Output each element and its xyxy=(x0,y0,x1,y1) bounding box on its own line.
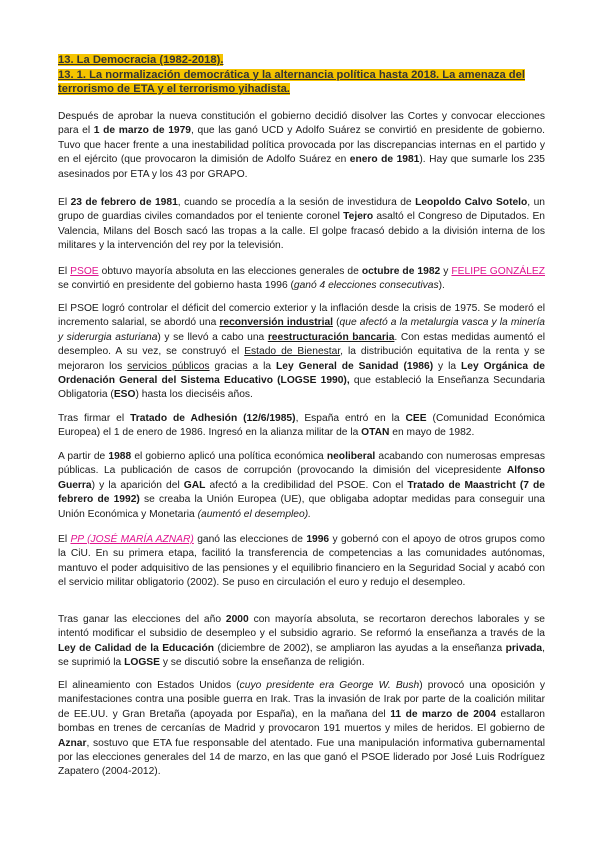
highlight-pp-aznar: PP (JOSÉ MARÍA AZNAR) xyxy=(70,534,194,545)
paragraph-psoe-majority: El PSOE obtuvo mayoría absoluta en las elecciones generales de octubre de 1982 y FELIPE GONZÁLEZ se convirtió en presidente del gobierno hasta 1996 (ganó 4 elecciones consecutivas). xyxy=(58,266,546,292)
highlight-psoe: PSOE xyxy=(70,266,99,277)
heading-title: 13. La Democracia (1982-2018). xyxy=(58,54,224,66)
paragraph-psoe-economy: El PSOE logró controlar el déficit del comercio exterior y la inflación desde la crisis de 1975. Se moderó el incremento salarial, se abordó una reconversión industrial (que afectó a la metalurgia vasca y la minería y siderurgia asturiana) y se llevó a cabo una reestructuración bancaria. Con estas medidas aumentó el desempleo. A su vez, se construyó el Estado de Bienestar, la distribución equitativa de la renta y se mejoraron los servicios públicos gracias a la Ley General de Sanidad (1986) y la Ley Orgánica de Ordenación General del Sistema Educativo (LOGSE 1990), que estableció la Enseñanza Secundaria Obligatoria (ESO) hasta los dieciséis años. xyxy=(58,303,546,401)
paragraph-iraq-11m: El alineamiento con Estados Unidos (cuyo presidente era George W. Bush) provocó una oposición y manifestaciones contra una posible guerra en Irak. Tras la invasión de Irak por parte de la coalición militar de EE.UU. y Gran Bretaña (apoyada por España), en la mañana del 11 de marzo de 2004 estallaron bombas en trenes de cercanías de Madrid y provocaron 191 muertos y miles de heridos. El gobierno de Aznar, sostuvo que ETA fue responsable del atentado. Fue una manipulación informativa gubernamental por las elecciones generales del 14 de marzo, en las que ganó el PSOE liderado por José Luis Rodríguez Zapatero (2004-2012). xyxy=(58,680,546,778)
highlight-felipe-gonzalez: FELIPE GONZÁLEZ xyxy=(451,266,546,277)
heading-subtitle: 13. 1. La normalización democrática y la alternancia política hasta 2018. La amenaza del terrorismo de ETA y el terrorismo yihadista. xyxy=(58,68,525,95)
paragraph-coup-1981: El 23 de febrero de 1981, cuando se procedía a la sesión de investidura de Leopoldo Calvo Sotelo, un grupo de guardias civiles comandados por el teniente coronel Tejero asaltó el Congreso de Diputados. En Valencia, Milans del Bosch sacó las tropas a la calle. El golpe fracasó debido a la división interna de los militares y la intervención del rey por la televisión. xyxy=(58,197,545,252)
paragraph-pp-aznar: El PP (JOSÉ MARÍA AZNAR) ganó las elecciones de 1996 y gobernó con el apoyo de otros grupos como la CiU. En su primera etapa, facilitó la transferencia de competencias a las comunidades autónomas, mantuvo el poder adquisitivo de las pensiones y el equilibrio financiero en la Seguridad Social y acabó con el servicio militar obligatorio (2002). Se puso en circulación el euro y redujo el desempleo. xyxy=(58,534,545,589)
paragraph-neoliberal-policy: A partir de 1988 el gobierno aplicó una política económica neoliberal acabando con numerosas empresas públicas. La publicación de casos de corrupción (provocando la dimisión del vicepresidente Alfonso Guerra) y la aparición del GAL afectó a la credibilidad del PSOE. Con el Tratado de Maastricht (7 de febrero de 1992) se creaba la Unión Europea (UE), que obligaba adoptar medidas para conseguir una Unión Económica y Monetaria (aumentó el desempleo). xyxy=(58,451,546,520)
section-heading xyxy=(58,53,548,97)
paragraph-1979-elections: Después de aprobar la nueva constitución el gobierno decidió disolver las Cortes y convocar elecciones para el 1 de marzo de 1979, que las ganó UCD y Adolfo Suárez se convirtió en presidente de gobierno. Tuvo que hacer frente a una inestabilidad política provocada por las discrepancias internas en el partido y en el ejército (que provocaron la dimisión de Adolfo Suárez en enero de 1981). Hay que sumarle los 235 asesinados por ETA y los 43 por GRAPO. xyxy=(58,111,545,180)
paragraph-cee-accession: Tras firmar el Tratado de Adhesión (12/6/1985), España entró en la CEE (Comunidad Económica Europea) el 1 de enero de 1986. Ingresó en la alianza militar de la OTAN en mayo de 1982. xyxy=(58,413,545,439)
paragraph-2000-elections: Tras ganar las elecciones del año 2000 con mayoría absoluta, se recortaron derechos laborales y se intentó modificar el subsidio de desempleo y el subsidio agrario. Se reformó la enseñanza a través de la Ley de Calidad de la Educación (diciembre de 2002), se ampliaron las ayudas a la enseñanza privada, se suprimió la LOGSE y se discutió sobre la enseñanza de religión. xyxy=(58,614,545,669)
